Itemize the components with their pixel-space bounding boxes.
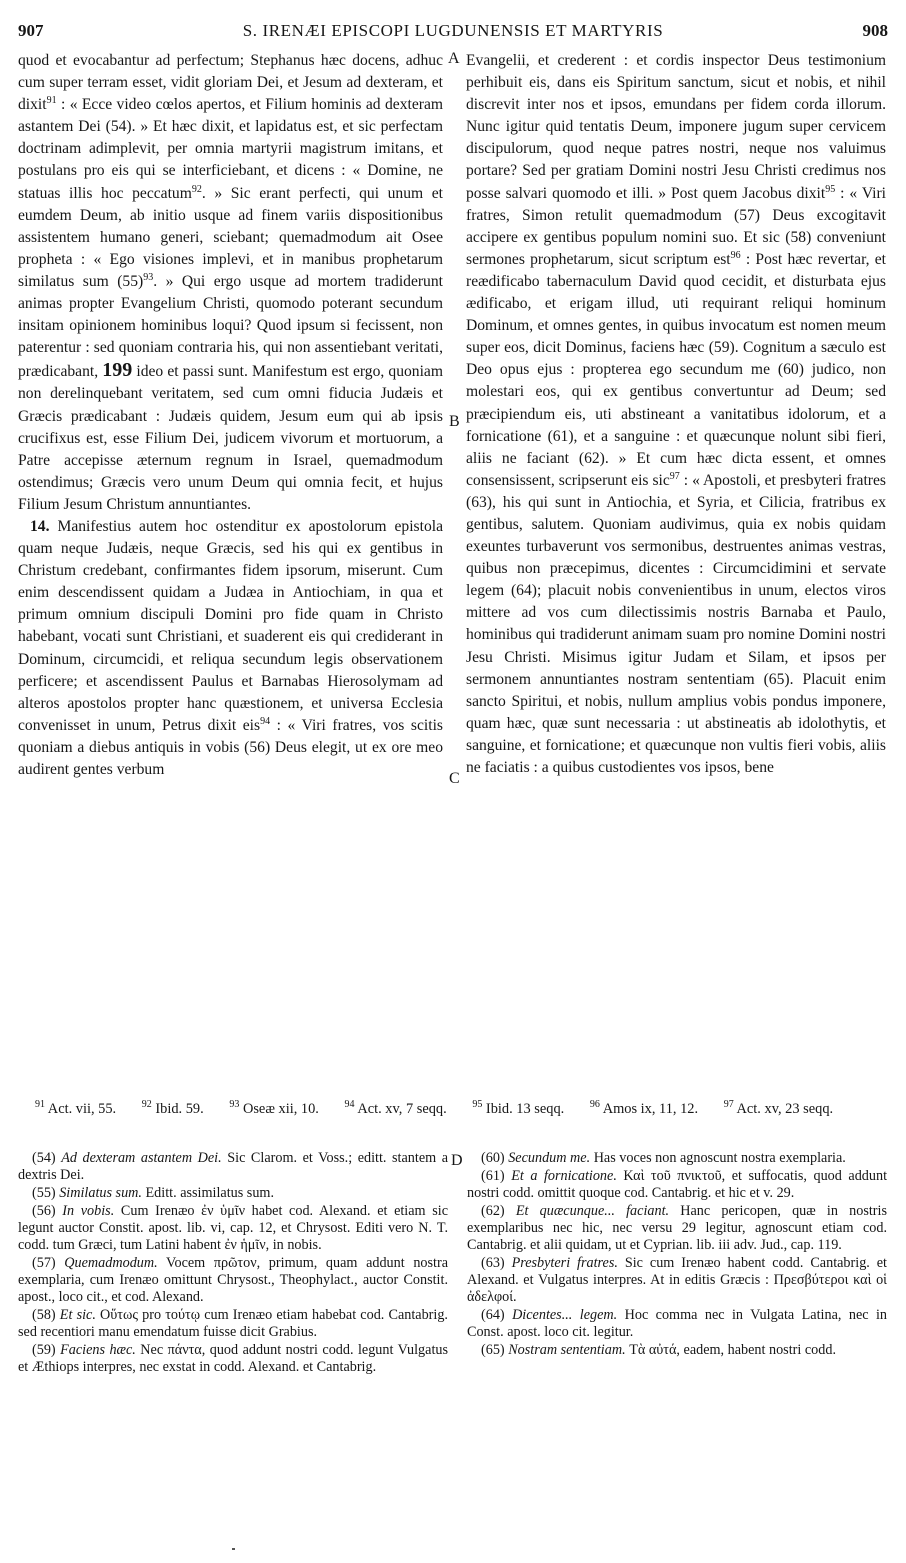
- footnote-lemma: In vobis.: [62, 1202, 115, 1219]
- footnote: [467, 1342, 887, 1359]
- scripture-ref: [472, 1101, 564, 1117]
- footnote-text: Has voces non agnoscunt nostra exemplaria.: [590, 1150, 846, 1166]
- footnote-text: Τὰ αὐτά, eadem, habent nostri codd.: [625, 1341, 836, 1358]
- margin-letter-d: D: [451, 1152, 463, 1169]
- footnote-lemma: Dicentes... legem.: [512, 1306, 618, 1323]
- footnote-number: (63): [481, 1254, 512, 1271]
- footnote-ref: 91: [46, 95, 57, 106]
- text-run: ideo et passi sunt. Manifestum est ergo, quoniam non derelinquebant veritatem, sed cum omni fiducia Judæis et Græcis prædicabant : Judæis quidem, Jesum eum qui ab ipsis crucifixus est, esse Filium Dei, judicem vivorum et mortuorum, a Patre accepisse æternum regnum in Israel, quemadmodum ostendimus; Græcis vero unum Deum qui omnia fecit, et hujus Filium Jesum Christum annuntiantes.: [18, 363, 443, 513]
- text-run: : « Viri fratres, Simon retulit quemadmodum (57) Deus excogitavit accipere ex gentibus populum nomini suo. Et sic (58) conveniunt sermones prophetarum, sicut scriptum est: [466, 184, 887, 268]
- margin-letter-b: B: [449, 413, 460, 430]
- footnote-lemma: Ad dexteram astantem Dei.: [61, 1150, 222, 1166]
- scripture-ref-number: 93: [229, 1099, 240, 1111]
- footnote-ref: 97: [669, 470, 680, 482]
- scripture-ref-text: Amos ix, 11, 12.: [599, 1101, 699, 1117]
- section-number: 14.: [30, 517, 50, 535]
- text-run: : « Apostoli, et presbyteri fratres (63), his qui sunt in Antiochia, et Syria, et Cilicia, fratribus ex gentibus, salutem. Quoniam audivimus, quia ex nobis quidam exeuntes turbaverunt vos sermonibus, destruentes animas vestras, quibus non præcepimus, dicentes : Circumcidimini et servate legem (64); placuit nobis convenientibus in unum, electos viros mittere ad vos cum dilectissimis nostris Barnaba et Paulo, hominibus qui tradiderunt animam suam pro nomine Domini nostri Jesu Christi. Misimus igitur Judam et Silam, et ipsos per sermonem annuntiantes nostram sententiam (65). Placuit enim sancto Spiritui, et nobis, nullum amplius vobis pondus imponere, quam hæc, quæ sunt necessaria : ut abstineatis ab idolothytis, et sanguine, et fornicatione; et quæcunque non vultis fieri vobis, aliis ne faciatis : a quibus custodientes vos ipsos, bene: [466, 471, 886, 776]
- scripture-ref-text: Act. xv, 23 seqq.: [733, 1101, 834, 1117]
- footnote-number: (59): [32, 1341, 61, 1358]
- footnote-lemma: Presbyteri fratres.: [511, 1254, 618, 1271]
- footnote-text: Nec πάντα, quod addunt nostri codd. legunt Vulgatus et Æthiops interpres, nec exstat in codd. Alexand. et Cantabrig.: [18, 1341, 449, 1375]
- text-run: . » Qui ergo usque ad mortem tradiderunt animas propter Evangelium Christi, quomodo poterant secundum insitam opinionem hominibus loqui? Quod ipsum si fecissent, non paterentur : sed quoniam contraria his, qui non assentiebant veritati, prædicabant,: [18, 272, 443, 381]
- footnote-ref: 96: [730, 249, 741, 261]
- edition-page-marker: 199: [102, 359, 133, 382]
- scripture-ref-number: 94: [344, 1099, 355, 1111]
- scripture-ref: [229, 1101, 319, 1117]
- footnote-lemma: Nostram sententiam.: [508, 1341, 626, 1358]
- scripture-ref-number: 96: [589, 1099, 600, 1111]
- scripture-ref-text: Act. vii, 55.: [45, 1101, 117, 1117]
- footnote-text: Καὶ τοῦ πνικτοῦ, et suffocatis, quod addunt nostri codd. omittit quoque cod. Cantabrig. et hic et v. 29.: [467, 1167, 888, 1201]
- left-text-column: [18, 50, 443, 781]
- scripture-ref-number: 97: [723, 1099, 734, 1111]
- footnote-text: Editt. assimilatus sum.: [141, 1184, 274, 1201]
- scripture-ref-number: 95: [472, 1099, 483, 1111]
- text-run: : Post hæc revertar, et reædificabo tabernaculum David quod cecidit, et disturbata ejus ædificabo, et erigam illud, uti requirant reliqui hominum Dominum, et omnes gentes, in quibus invocatum est nomen meum super eos, dicit Dominus, faciens hæc (59). Cognitum a sæculo est Deo opus ejus : propterea ego secundum me (60) judico, non molestari eos, qui ex gentibus convertuntur ad Deum; sed præcipiendum eis, uti abstineant a vanitatibus idolorum, et a fornicatione (61), et a sanguine : et quæcunque nolunt sibi fieri, aliis ne faciant (62). » Et cum hæc dicta essent, et omnes consensissent, scripserunt eis sic: [466, 250, 887, 489]
- margin-letter-a: A: [448, 50, 460, 67]
- margin-letter-c: C: [449, 770, 460, 787]
- text-run: . » Sic erant perfecti, qui unum et eumdem Deum, ab initio usque ad finem variis dispositionibus assistentem humano generi, sciebant; quemadmodum ait Osee propheta : « Ego visiones implevi, et in manibus prophetarum similatus sum (55): [18, 184, 443, 290]
- footnote-ref: 93: [143, 271, 154, 283]
- footnote-text: Hoc comma nec in Vulgata Latina, nec in Const. apost. loco cit. legitur.: [467, 1306, 887, 1341]
- footnote: [18, 1307, 448, 1341]
- footnote: [18, 1255, 448, 1307]
- footnote: [18, 1185, 448, 1202]
- page-number-left: 907: [18, 21, 44, 40]
- scripture-ref-number: 92: [141, 1099, 152, 1111]
- text-run: : « Viri fratres, vos scitis quoniam a diebus antiquis in vobis (56) Deus elegit, ut ex ore meo audirent gentes verbum: [18, 716, 443, 778]
- footnote-text: Οὕτως pro τούτῳ cum Irenæo etiam habebat cod. Cantabrig. sed recentiori manu emendatum fuisse dicit Grabius.: [18, 1306, 448, 1341]
- running-title: S. IRENÆI EPISCOPI LUGDUNENSIS ET MARTYRIS: [242, 21, 664, 40]
- footnotes-right: [467, 1150, 887, 1359]
- scripture-ref-text: Ibid. 13 seqq.: [482, 1101, 565, 1117]
- footnote-text: Hanc pericopen, quæ in nostris exemplaribus nec hic, nec versu 29 legitur, agnoscunt etiam cod. Cantabrig. et alii quidam, ut et Cyprian. lib. iii adv. Jud., cap. 119.: [467, 1202, 887, 1254]
- footnote-lemma: Quemadmodum.: [64, 1254, 158, 1271]
- footnote-ref: 94: [260, 715, 271, 727]
- footnote-lemma: Et sic.: [59, 1306, 96, 1323]
- footnote-text: Cum Irenæo ἐν ὑμῖν habet cod. Alexand. et etiam sic legunt auctor Constit. apost. lib. vi, cap. 12, et Chrysost. Editi vero N. T. codd. tum Græci, tum Latini habent ἐν ἡμῖν, in nobis.: [18, 1202, 448, 1254]
- footnotes-left: [18, 1150, 448, 1377]
- footnote: [18, 1342, 448, 1376]
- footnote-ref: 92: [191, 183, 202, 195]
- footnote-text: Sic Clarom. et Voss.; editt. stantem a dextris Dei.: [18, 1150, 449, 1184]
- scripture-ref: [142, 1101, 204, 1117]
- footnote-number: (61): [481, 1167, 512, 1184]
- paragraph: [466, 50, 886, 779]
- footnote-text: Sic cum Irenæo habent codd. Cantabrig. et Alexand. et Vulgatus interpres. At in editis Græcis : Πρεσβύτεροι καὶ οἱ ἀδελφοί.: [467, 1254, 887, 1306]
- footnote-ref: 95: [825, 183, 836, 195]
- footnote: [467, 1307, 887, 1341]
- scripture-ref: [724, 1101, 833, 1117]
- scripture-ref-text: Ibid. 59.: [151, 1101, 204, 1117]
- footnote: [467, 1203, 887, 1255]
- footnote-lemma: Secundum me.: [508, 1150, 591, 1166]
- footnote-number: (58): [32, 1306, 60, 1323]
- print-speck: [232, 1548, 235, 1550]
- footnote-lemma: Faciens hæc.: [60, 1341, 136, 1358]
- scripture-ref: [590, 1101, 698, 1117]
- text-run: : « Ecce video cœlos apertos, et Filium hominis ad dexteram astantem Dei (54). » Et hæc dixit, et lapidatus est, et sic perfectam doctrinam adimplevit, per omnia martyrii magistrum imitans, et postulans pro eis qui se interficiebant, et dicens : « Domine, ne statuas illis hoc peccatum: [18, 96, 443, 202]
- footnote-number: (65): [481, 1341, 509, 1358]
- footnote: [467, 1168, 887, 1202]
- footnote-number: (55): [32, 1184, 60, 1201]
- scripture-ref-number: 91: [35, 1099, 45, 1111]
- footnote-lemma: Similatus sum.: [59, 1184, 142, 1201]
- text-run: Evangelii, et crederent : et cordis inspector Deus testimonium perhibuit eis, dans eis Spiritum sanctum, sicut et nobis, et nihil discrevit inter nos et ipsos, emundans per fidem corda illorum. Nunc igitur quid tentatis Deum, imponere jugum super cervicem discipulorum, quod neque patres nostri, neque nos valuimus portare? Sed per gratiam Domini nostri Jesu Christi credimus nos posse salvari quomodo et illi. » Post quem Jacobus dixit: [466, 52, 886, 202]
- text-run: Manifestius autem hoc ostenditur ex apostolorum epistola quam neque Judæis, neque Græcis, sed his qui ex gentibus in Christum credebant, confirmantes fidem ipsorum, miserunt. Cum enim descendissent quidam a Judæa in Antiochiam, in qua et primum omnium discipuli Domini pro fide quam in Christo habebant, vocati sunt Christiani, et suaderent eis qui crediderant in Dominum, circumcidi, et reliqua secundum legis observationem perficere; et ascendissent Paulus et Barnabas Hierosolymam ad alteros apostolos propter hanc quæstionem, et universa Ecclesia convenisset in unum, Petrus dixit eis: [18, 517, 444, 734]
- footnote-text: Vocem πρῶτον, primum, quam addunt nostra exemplaria, cum Irenæo omittunt Chrysost., Theophylact., auctor Constit. apost., loco cit., et cod. Alexand.: [18, 1254, 449, 1306]
- scripture-ref: [35, 1101, 116, 1117]
- scripture-ref-text: Oseæ xii, 10.: [239, 1101, 319, 1117]
- running-header: [18, 21, 888, 45]
- right-text-column: [466, 50, 886, 779]
- text-run: quod et evocabantur ad perfectum; Stephanus hæc docens, adhuc cum super terram esset, vidit gloriam Dei, et Jesum ad dexteram, et dixit: [18, 52, 443, 114]
- footnote-number: (60): [481, 1150, 509, 1166]
- footnote-number: (54): [32, 1150, 62, 1166]
- paragraph: [18, 50, 443, 516]
- footnote-number: (57): [32, 1254, 65, 1271]
- footnote: [467, 1255, 887, 1307]
- footnote-lemma: Et a fornicatione.: [511, 1167, 617, 1184]
- footnote: [18, 1203, 448, 1255]
- footnote-lemma: Et quæcunque... faciant.: [515, 1202, 670, 1219]
- footnote-number: (64): [481, 1306, 513, 1323]
- scripture-references: [35, 1100, 895, 1119]
- scripture-ref: [345, 1101, 447, 1117]
- footnote: [18, 1150, 448, 1184]
- footnote-number: (62): [481, 1202, 516, 1219]
- page-number-right: 908: [862, 21, 888, 40]
- scripture-ref-text: Act. xv, 7 seqq.: [354, 1101, 447, 1117]
- footnote: [467, 1150, 887, 1167]
- footnote-number: (56): [32, 1202, 63, 1219]
- paragraph: [18, 516, 443, 781]
